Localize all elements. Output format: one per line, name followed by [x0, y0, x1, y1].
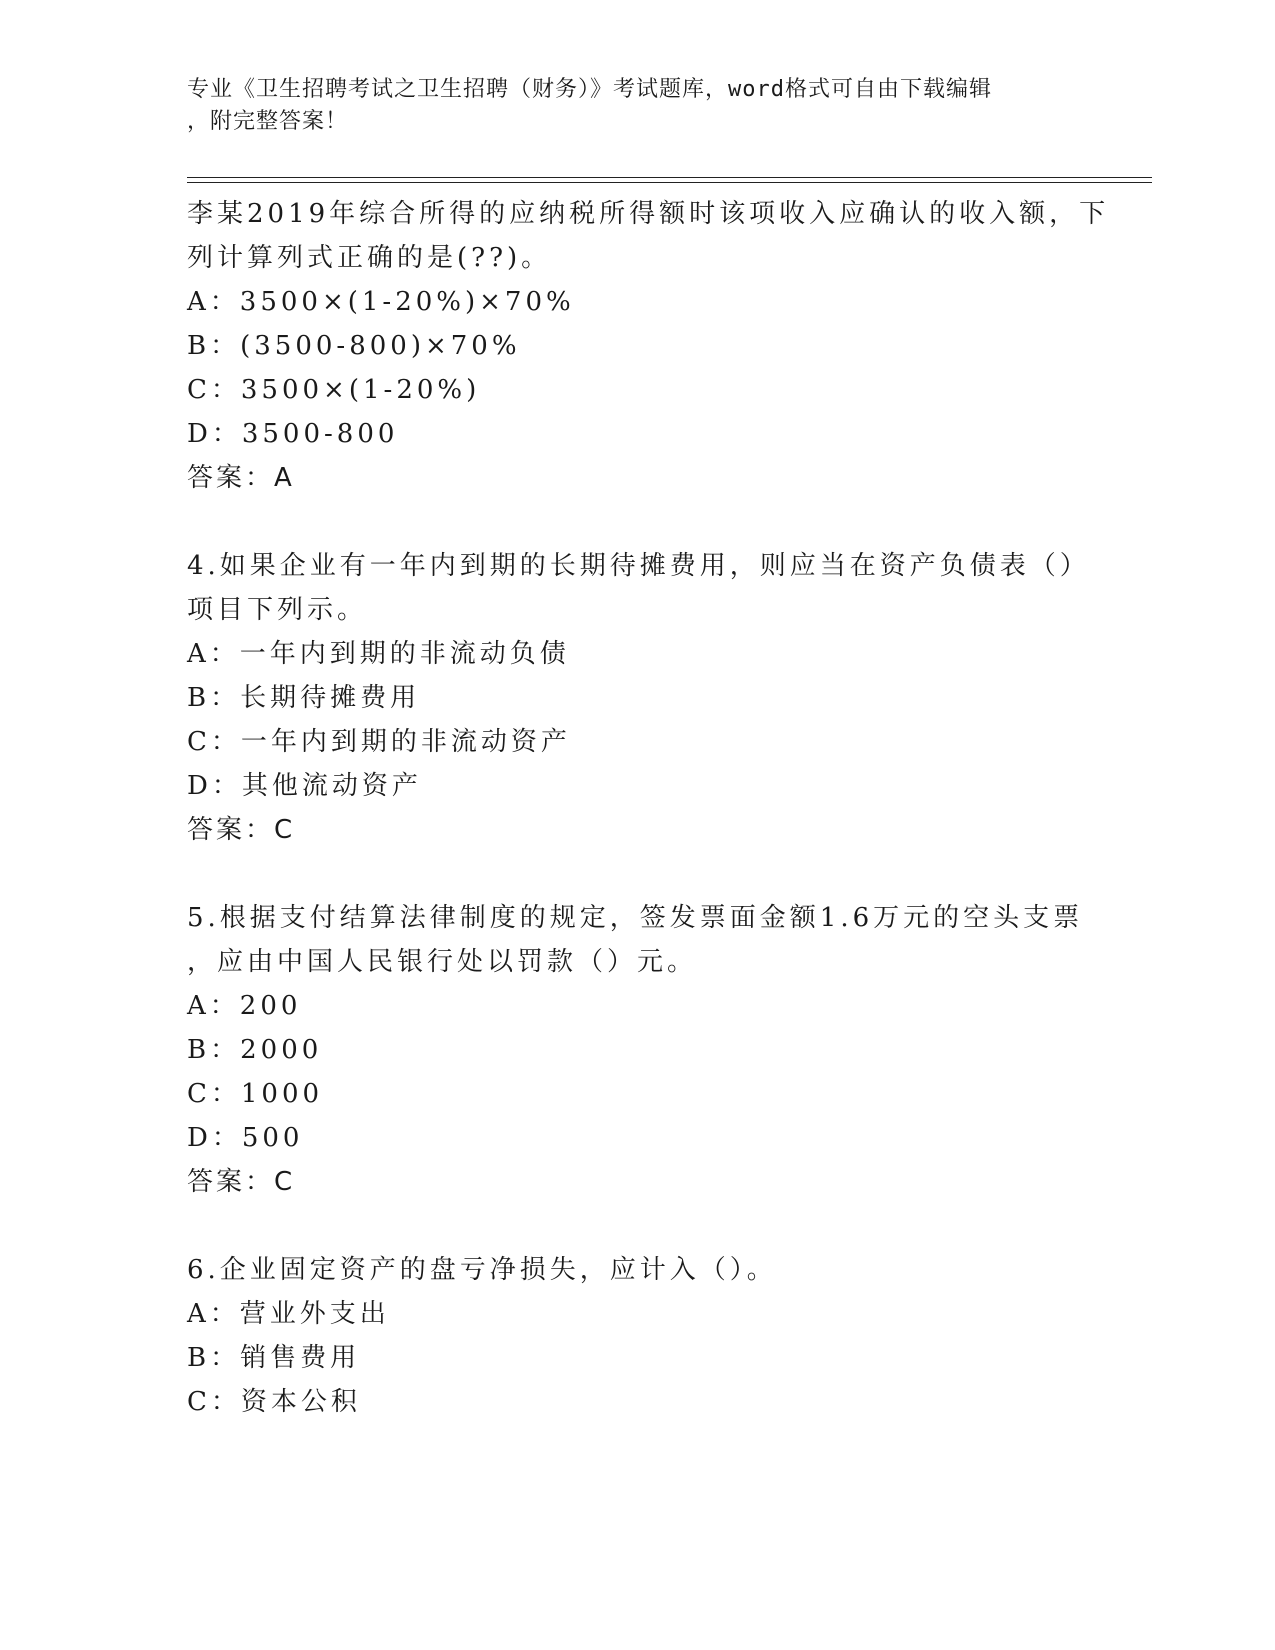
question-stem-line: 列计算列式正确的是(??)。 — [187, 243, 552, 273]
option-a: A：200 — [187, 991, 302, 1021]
question-stem-line: 6.企业固定资产的盘亏净损失，应计入（）。 — [187, 1255, 777, 1285]
question-stem-line: 5.根据支付结算法律制度的规定，签发票面金额1.6万元的空头支票 — [187, 903, 1084, 933]
option-d: D：其他流动资产 — [187, 771, 422, 801]
answer-line: 答案：A — [187, 463, 295, 493]
question-block — [187, 192, 1110, 500]
option-b: B：销售费用 — [187, 1343, 361, 1373]
question-list — [187, 192, 1110, 1424]
spacer — [187, 852, 1087, 896]
question-stem-line: 项目下列示。 — [187, 595, 368, 625]
answer-line: 答案：C — [187, 815, 296, 845]
option-a: A：一年内到期的非流动负债 — [187, 639, 570, 669]
option-b: B：长期待摊费用 — [187, 683, 421, 713]
question-stem-line: 李某2019年综合所得的应纳税所得额时该项收入应确认的收入额，下 — [187, 199, 1110, 229]
header-divider-bottom — [187, 182, 1152, 183]
option-b: B：(3500-800)×70% — [187, 331, 521, 361]
option-a: A：3500×(1-20%)×70% — [187, 287, 575, 317]
option-a: A：营业外支出 — [187, 1299, 390, 1329]
question-block — [187, 1248, 1087, 1424]
answer-line: 答案：C — [187, 1167, 296, 1197]
spacer — [187, 1204, 1087, 1248]
option-c: C：3500×(1-20%) — [187, 375, 481, 405]
spacer — [187, 500, 1087, 544]
option-c: C：一年内到期的非流动资产 — [187, 727, 571, 757]
document-header — [187, 74, 1087, 138]
header-line-2: ，附完整答案！ — [187, 109, 349, 134]
option-c: C：资本公积 — [187, 1387, 361, 1417]
header-divider-top — [187, 177, 1152, 178]
question-stem-line: 4.如果企业有一年内到期的长期待摊费用，则应当在资产负债表（） — [187, 551, 1090, 581]
question-stem-line: ，应由中国人民银行处以罚款（）元。 — [187, 947, 698, 977]
option-d: D：3500-800 — [187, 419, 399, 449]
option-b: B：2000 — [187, 1035, 323, 1065]
option-c: C：1000 — [187, 1079, 324, 1109]
question-block — [187, 896, 1087, 1204]
header-line-1: 专业《卫生招聘考试之卫生招聘（财务）》考试题库，word格式可自由下载编辑 — [187, 77, 992, 102]
question-block — [187, 544, 1090, 852]
option-d: D：500 — [187, 1123, 304, 1153]
